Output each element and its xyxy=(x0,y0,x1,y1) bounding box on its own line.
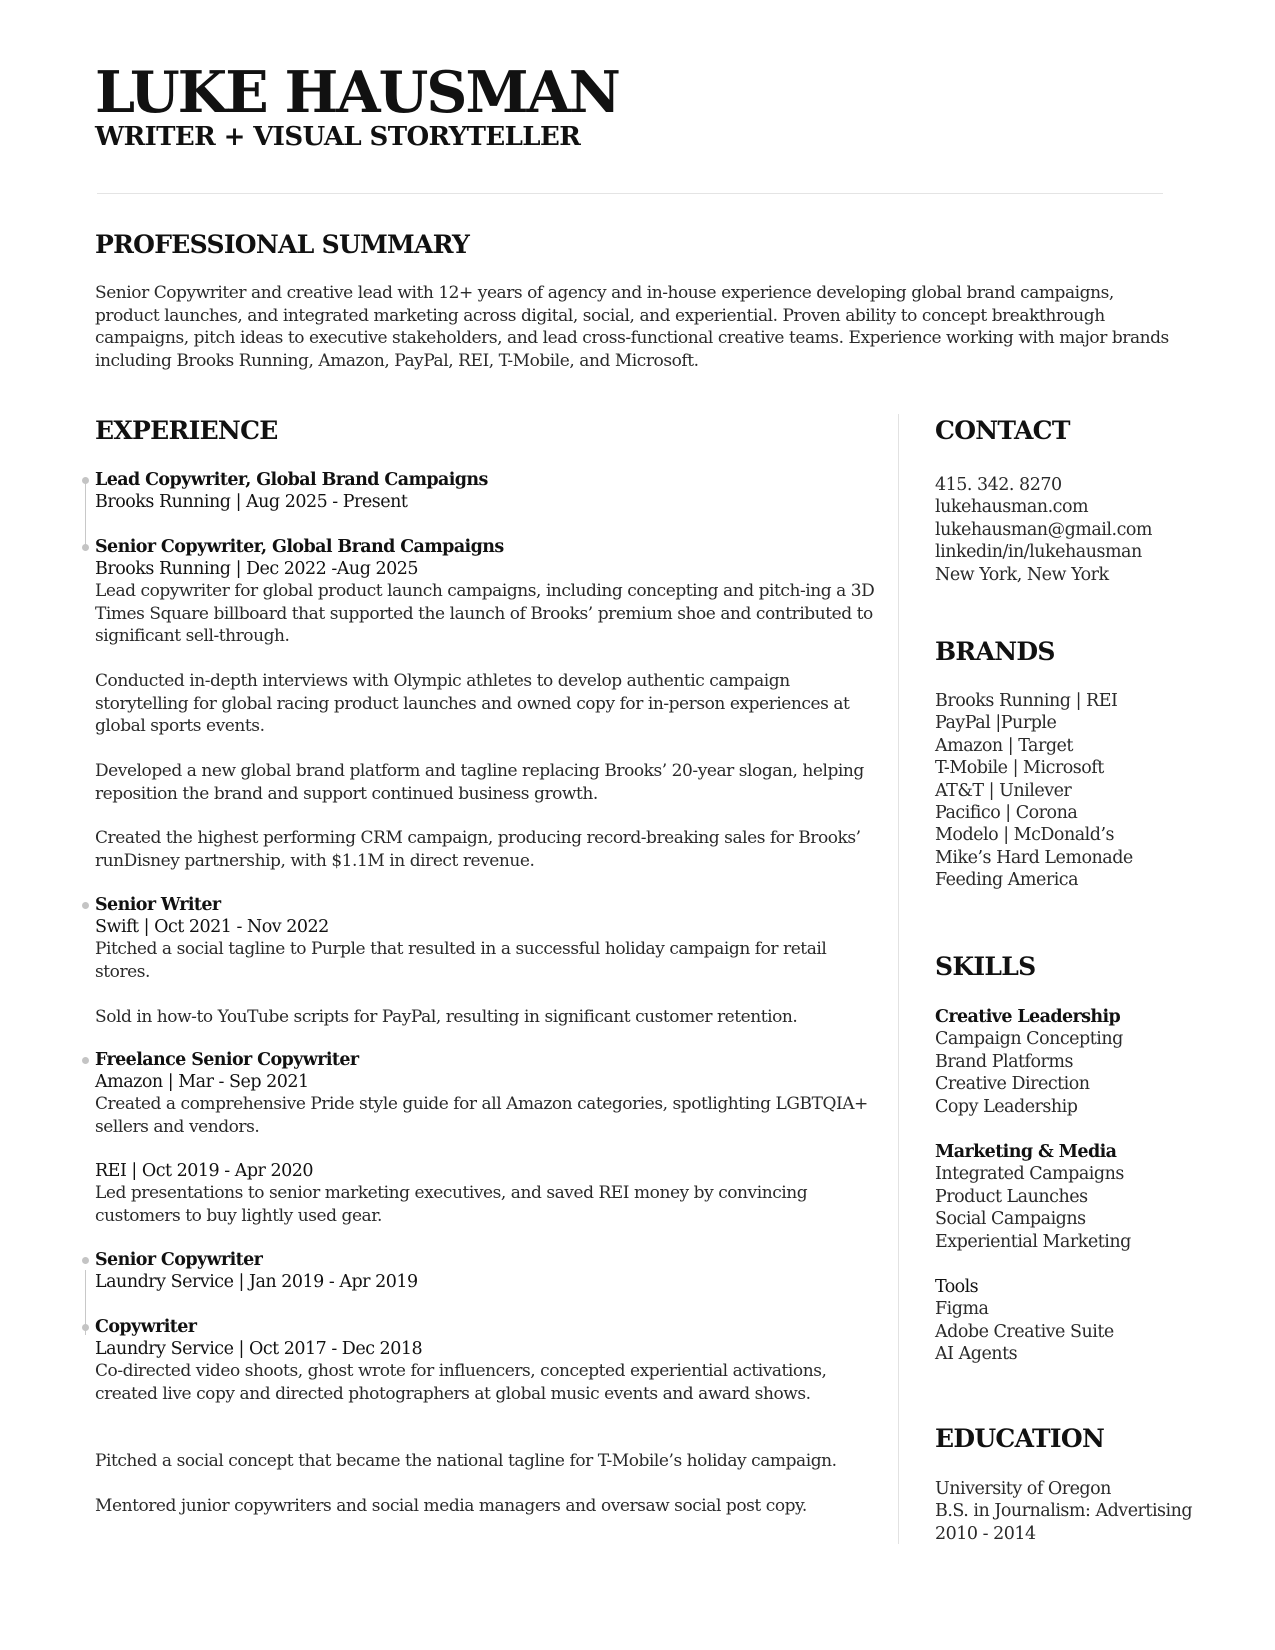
skill-group-tools xyxy=(935,1276,1114,1366)
job-title: Freelance Senior Copywriter xyxy=(95,1050,359,1070)
timeline-dot xyxy=(82,902,89,909)
job-description: Sold in how-to YouTube scripts for PayPal, resulting in significant customer retention. xyxy=(95,1007,798,1027)
job-description: Created the highest performing CRM campaign, producing record-breaking sales for Brooks’ runDisney partnership, with $1.1M in direct revenue. xyxy=(95,828,861,871)
job-title: Senior Writer xyxy=(95,895,221,915)
timeline-line xyxy=(85,480,86,546)
skill-item: Copy Leadership xyxy=(935,1096,1078,1117)
job-company-dates: REI | Oct 2019 - Apr 2020 xyxy=(95,1161,314,1181)
brand-item: Feeding America xyxy=(935,870,1079,891)
skill-group-title: Tools xyxy=(935,1277,978,1297)
timeline-dot xyxy=(82,1057,89,1064)
job-description: Lead copywriter for global product launch campaigns, including concepting and pitch-ing a 3D Times Square billboard that supported the launch of Brooks’ premium shoe and contributed to significant sell-through. xyxy=(95,581,875,646)
brand-item: Mike’s Hard Lemonade xyxy=(935,847,1133,868)
timeline-dot xyxy=(82,1324,89,1331)
contact-list xyxy=(935,474,1152,586)
brands-heading: BRANDS xyxy=(935,637,1055,666)
contact-location: New York, New York xyxy=(935,564,1109,585)
skill-group-marketing-media xyxy=(935,1141,1131,1253)
brand-item: Modelo | McDonald’s xyxy=(935,825,1115,846)
column-divider xyxy=(898,414,899,1544)
education-heading: EDUCATION xyxy=(935,1424,1105,1453)
job-description: Developed a new global brand platform and tagline replacing Brooks’ 20-year slogan, helping reposition the brand and support continued business growth. xyxy=(95,761,864,804)
summary-heading: PROFESSIONAL SUMMARY xyxy=(95,230,470,259)
skill-item: AI Agents xyxy=(935,1344,1018,1365)
brand-item: PayPal |Purple xyxy=(935,713,1057,734)
header-divider xyxy=(97,193,1163,194)
skill-item: Figma xyxy=(935,1299,989,1320)
job-description: Pitched a social tagline to Purple that resulted in a successful holiday campaign for retail stores. xyxy=(95,939,827,982)
job-company-dates: Laundry Service | Oct 2017 - Dec 2018 xyxy=(95,1339,423,1359)
job-company-dates: Laundry Service | Jan 2019 - Apr 2019 xyxy=(95,1272,418,1292)
timeline-dot xyxy=(82,544,89,551)
skill-item: Integrated Campaigns xyxy=(935,1164,1124,1185)
contact-heading: CONTACT xyxy=(935,416,1070,445)
skill-group-creative-leadership xyxy=(935,1006,1123,1118)
job-company-dates: Swift | Oct 2021 - Nov 2022 xyxy=(95,917,329,937)
skill-item: Campaign Concepting xyxy=(935,1029,1123,1050)
job-description: Led presentations to senior marketing executives, and saved REI money by convincing customers to buy lightly used gear. xyxy=(95,1183,808,1226)
contact-email: lukehausman@gmail.com xyxy=(935,519,1152,540)
skill-item: Creative Direction xyxy=(935,1074,1090,1095)
brand-item: Amazon | Target xyxy=(935,735,1073,756)
education-list xyxy=(935,1478,1192,1545)
job-company-dates: Brooks Running | Dec 2022 -Aug 2025 xyxy=(95,559,418,579)
job-company-dates: Amazon | Mar - Sep 2021 xyxy=(95,1072,309,1092)
skill-group-title: Marketing & Media xyxy=(935,1142,1117,1162)
skill-group-title: Creative Leadership xyxy=(935,1007,1121,1027)
education-years: 2010 - 2014 xyxy=(935,1523,1036,1544)
job-description: Created a comprehensive Pride style guide for all Amazon categories, spotlighting LGBTQIA+ sellers and vendors. xyxy=(95,1094,868,1137)
job-title: Lead Copywriter, Global Brand Campaigns xyxy=(95,470,488,490)
candidate-title: WRITER + VISUAL STORYTELLER xyxy=(95,122,581,152)
contact-website: lukehausman.com xyxy=(935,497,1089,518)
skill-item: Brand Platforms xyxy=(935,1051,1073,1072)
job-description: Pitched a social concept that became the national tagline for T-Mobile’s holiday campaign. xyxy=(95,1451,837,1471)
candidate-name: LUKE HAUSMAN xyxy=(95,59,619,126)
education-school: University of Oregon xyxy=(935,1479,1111,1499)
brand-item: Pacifico | Corona xyxy=(935,803,1078,824)
skill-item: Social Campaigns xyxy=(935,1209,1086,1230)
job-description: Mentored junior copywriters and social media managers and oversaw social post copy. xyxy=(95,1496,807,1516)
skill-item: Experiential Marketing xyxy=(935,1231,1131,1252)
skill-item: Product Launches xyxy=(935,1186,1088,1207)
contact-phone: 415. 342. 8270 xyxy=(935,475,1062,495)
job-title: Copywriter xyxy=(95,1317,197,1337)
brands-list xyxy=(935,690,1133,892)
job-title: Senior Copywriter, Global Brand Campaigns xyxy=(95,537,504,557)
brand-item: Brooks Running | REI xyxy=(935,691,1118,711)
education-degree: B.S. in Journalism: Advertising xyxy=(935,1501,1193,1522)
skill-item: Adobe Creative Suite xyxy=(935,1321,1114,1342)
contact-linkedin: linkedin/in/lukehausman xyxy=(935,542,1142,563)
job-company-dates: Brooks Running | Aug 2025 - Present xyxy=(95,492,408,512)
timeline-dot xyxy=(82,1257,89,1264)
skills-heading: SKILLS xyxy=(935,952,1036,981)
brand-item: AT&T | Unilever xyxy=(935,780,1072,801)
timeline-dot xyxy=(82,477,89,484)
brand-item: T-Mobile | Microsoft xyxy=(935,758,1104,779)
summary-text: Senior Copywriter and creative lead with 12+ years of agency and in-house experience developing global brand campaigns, product launches, and integrated marketing across digital, social, and experiential. Proven ability to concept breakthrough campaigns, pitch ideas to executive stakeholders, and lead cross-functional creative teams. Experience working with major brands including Brooks Running, Amazon, PayPal, REI, T-Mobile, and Microsoft. xyxy=(95,283,1169,371)
job-description: Co-directed video shoots, ghost wrote for influencers, concepted experiential activations, created live copy and directed photographers at global music events and award shows. xyxy=(95,1361,827,1404)
job-title: Senior Copywriter xyxy=(95,1250,263,1270)
experience-heading: EXPERIENCE xyxy=(95,416,278,445)
job-description: Conducted in-depth interviews with Olympic athletes to develop authentic campaign storytelling for global racing product launches and owned copy for in-person experiences at global sports events. xyxy=(95,671,850,736)
